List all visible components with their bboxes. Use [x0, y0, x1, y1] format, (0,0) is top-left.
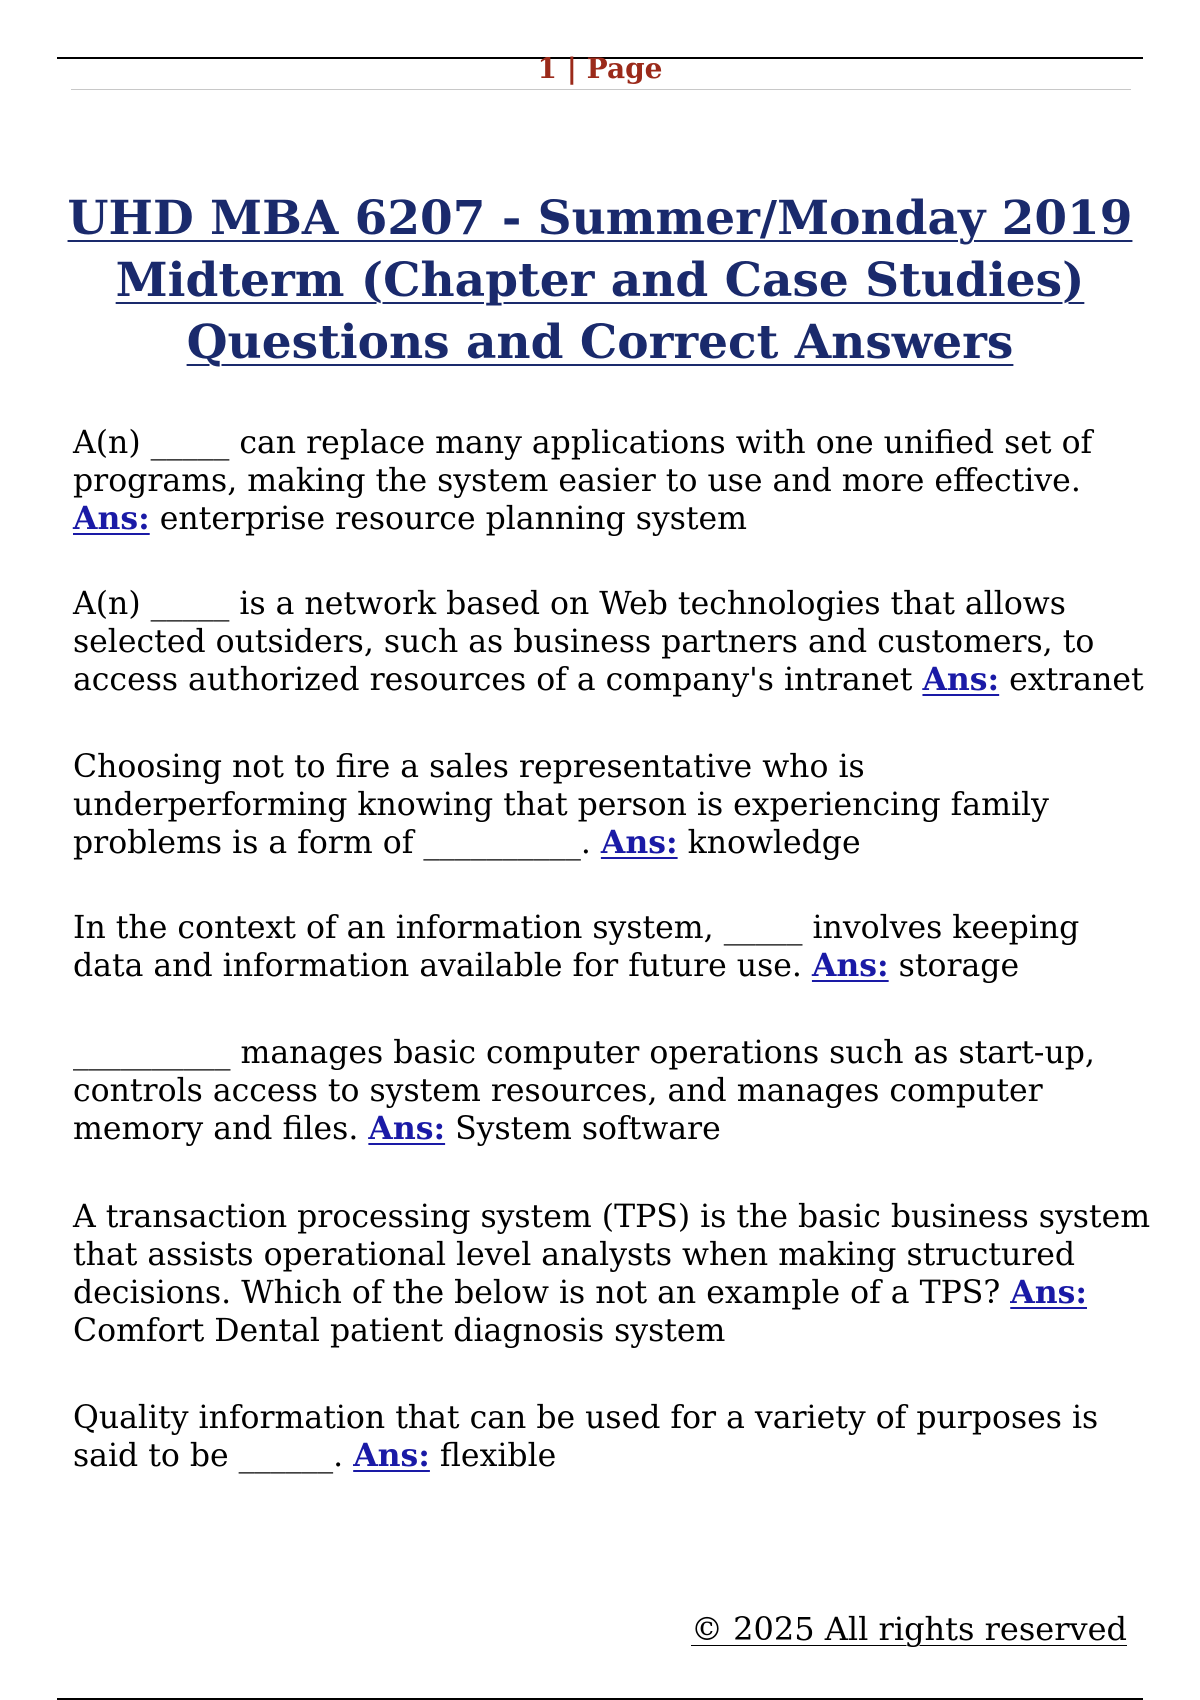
answer-text: enterprise resource planning system — [149, 501, 748, 537]
question-text: access authorized resources of a company's intranet — [73, 662, 923, 698]
answer-line — [73, 661, 1153, 699]
question-text: decisions. Which of the below is not an example of a TPS? — [73, 1275, 1011, 1311]
answer-text: Comfort Dental patient diagnosis system — [73, 1313, 726, 1349]
ans-link[interactable]: Ans: — [600, 824, 678, 861]
ans-link[interactable]: Ans: — [1010, 1274, 1087, 1311]
ans-link[interactable]: Ans: — [353, 1437, 430, 1474]
qa-item-3 — [73, 748, 1153, 862]
qa-item-6 — [73, 1198, 1153, 1350]
answer-line — [73, 1110, 1153, 1148]
question-text: said to be ______. — [73, 1438, 354, 1474]
copyright-notice: © 2025 All rights reserved — [691, 1610, 1127, 1648]
title-line-3: Questions and Correct Answers — [186, 315, 1014, 370]
qa-item-4 — [73, 909, 1153, 985]
qa-item-5 — [73, 1034, 1153, 1148]
page-number-label: 1 | Page — [537, 52, 663, 85]
ans-link[interactable]: Ans: — [368, 1110, 446, 1147]
question-line: underperforming knowing that person is experiencing family — [73, 787, 1049, 823]
question-line: In the context of an information system, _____ involves keeping — [73, 910, 1080, 946]
question-line: selected outsiders, such as business partners and customers, to — [73, 624, 1095, 660]
title-line-1: UHD MBA 6207 - Summer/Monday 2019 — [67, 191, 1133, 246]
ans-link[interactable]: Ans: — [922, 661, 1000, 698]
qa-item-1 — [73, 424, 1153, 538]
answer-line — [73, 824, 1153, 862]
question-line: that assists operational level analysts when making structured — [73, 1237, 1076, 1273]
ans-link[interactable]: Ans: — [73, 500, 150, 537]
question-line: programs, making the system easier to use and more effective. — [73, 463, 1081, 499]
answer-text: flexible — [429, 1438, 557, 1474]
question-line: A transaction processing system (TPS) is the basic business system — [73, 1199, 1151, 1235]
question-line: Quality information that can be used for a variety of purposes is — [73, 1400, 1099, 1436]
title-line-2: Midterm (Chapter and Case Studies) — [115, 253, 1085, 308]
answer-line — [73, 1437, 1153, 1475]
question-line: A(n) _____ is a network based on Web technologies that allows — [73, 586, 1066, 622]
question-line: __________ manages basic computer operations such as start-up, — [73, 1035, 1095, 1071]
answer-text: storage — [888, 948, 1020, 984]
question-line — [73, 1274, 1153, 1312]
question-line: A(n) _____ can replace many applications with one unified set of — [73, 425, 1093, 461]
header-bottom-rule — [71, 89, 1131, 90]
answer-text: extranet — [999, 662, 1144, 698]
question-text: problems is a form of __________. — [73, 825, 601, 861]
ans-link[interactable]: Ans: — [811, 947, 889, 984]
question-line: Choosing not to fire a sales representative who is — [73, 749, 865, 785]
question-text: data and information available for future use. — [73, 948, 812, 984]
answer-line — [73, 947, 1153, 985]
question-text: memory and files. — [73, 1111, 369, 1147]
answer-text: knowledge — [677, 825, 861, 861]
qa-item-7 — [73, 1399, 1153, 1475]
answer-text: System software — [445, 1111, 721, 1147]
question-line: controls access to system resources, and manages computer — [73, 1073, 1043, 1109]
answer-line — [73, 500, 1153, 538]
qa-item-2 — [73, 585, 1153, 699]
document-title — [60, 188, 1140, 374]
